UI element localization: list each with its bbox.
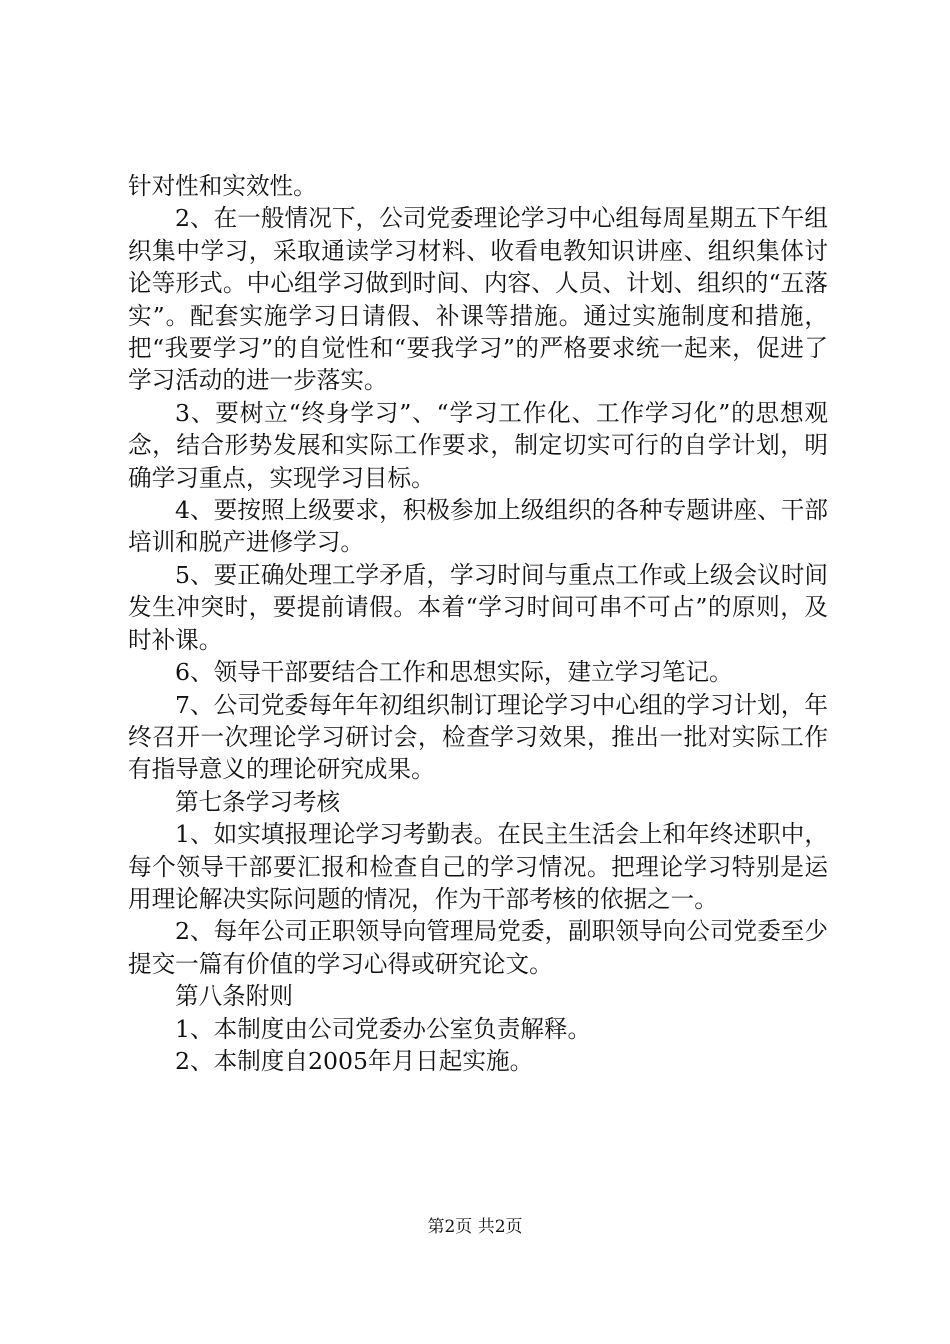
paragraph-assessment-2: 2、每年公司正职领导向管理局党委，副职领导向公司党委至少提交一篇有价值的学习心得或研究论文。: [128, 917, 828, 978]
section-heading-article-7: 第七条学习考核: [175, 787, 341, 816]
paragraph-continuation: 针对性和实效性。: [128, 172, 317, 200]
document-body: [128, 170, 828, 1077]
paragraph-item-6: 6、领导干部要结合工作和思想实际，建立学习笔记。: [175, 658, 733, 687]
paragraph-assessment-1: 1、如实填报理论学习考勤表。在民主生活会上和年终述职中，每个领导干部要汇报和检查自己的学习情况。把理论学习特别是运用理论解决实际问题的情况，作为干部考核的依据之一。: [128, 820, 828, 913]
paragraph-item-7: 7、公司党委每年年初组织制订理论学习中心组的学习计划，年终召开一次理论学习研讨会，检查学习效果，推出一批对实际工作有指导意义的理论研究成果。: [128, 690, 828, 784]
paragraph-item-5: 5、要正确处理工学矛盾，学习时间与重点工作或上级会议时间发生冲突时，要提前请假。本着“学习时间可串不可占”的原则，及时补课。: [128, 560, 828, 654]
paragraph-item-3: 3、要树立“终身学习”、“学习工作化、工作学习化”的思想观念，结合形势发展和实际工作要求，制定切实可行的自学计划，明确学习重点，实现学习目标。: [128, 398, 828, 492]
paragraph-item-2: 2、在一般情况下，公司党委理论学习中心组每周星期五下午组织集中学习，采取通读学习材料、收看电教知识讲座、组织集体讨论等形式。中心组学习做到时间、内容、人员、计划、组织的“五落实”。配套实施学习日请假、补课等措施。通过实施制度和措施，把“我要学习”的自觉性和“要我学习”的严格要求统一起来，促进了学习活动的进一步落实。: [128, 204, 828, 395]
paragraph-supplementary-1: 1、本制度由公司党委办公室负责解释。: [175, 1014, 592, 1043]
page-footer: 第2页 共2页: [427, 1217, 523, 1237]
section-heading-article-8: 第八条附则: [175, 982, 293, 1011]
paragraph-supplementary-2: 2、本制度自2005年月日起实施。: [175, 1046, 534, 1075]
paragraph-item-4: 4、要按照上级要求，积极参加上级组织的各种专题讲座、干部培训和脱产进修学习。: [128, 496, 828, 557]
